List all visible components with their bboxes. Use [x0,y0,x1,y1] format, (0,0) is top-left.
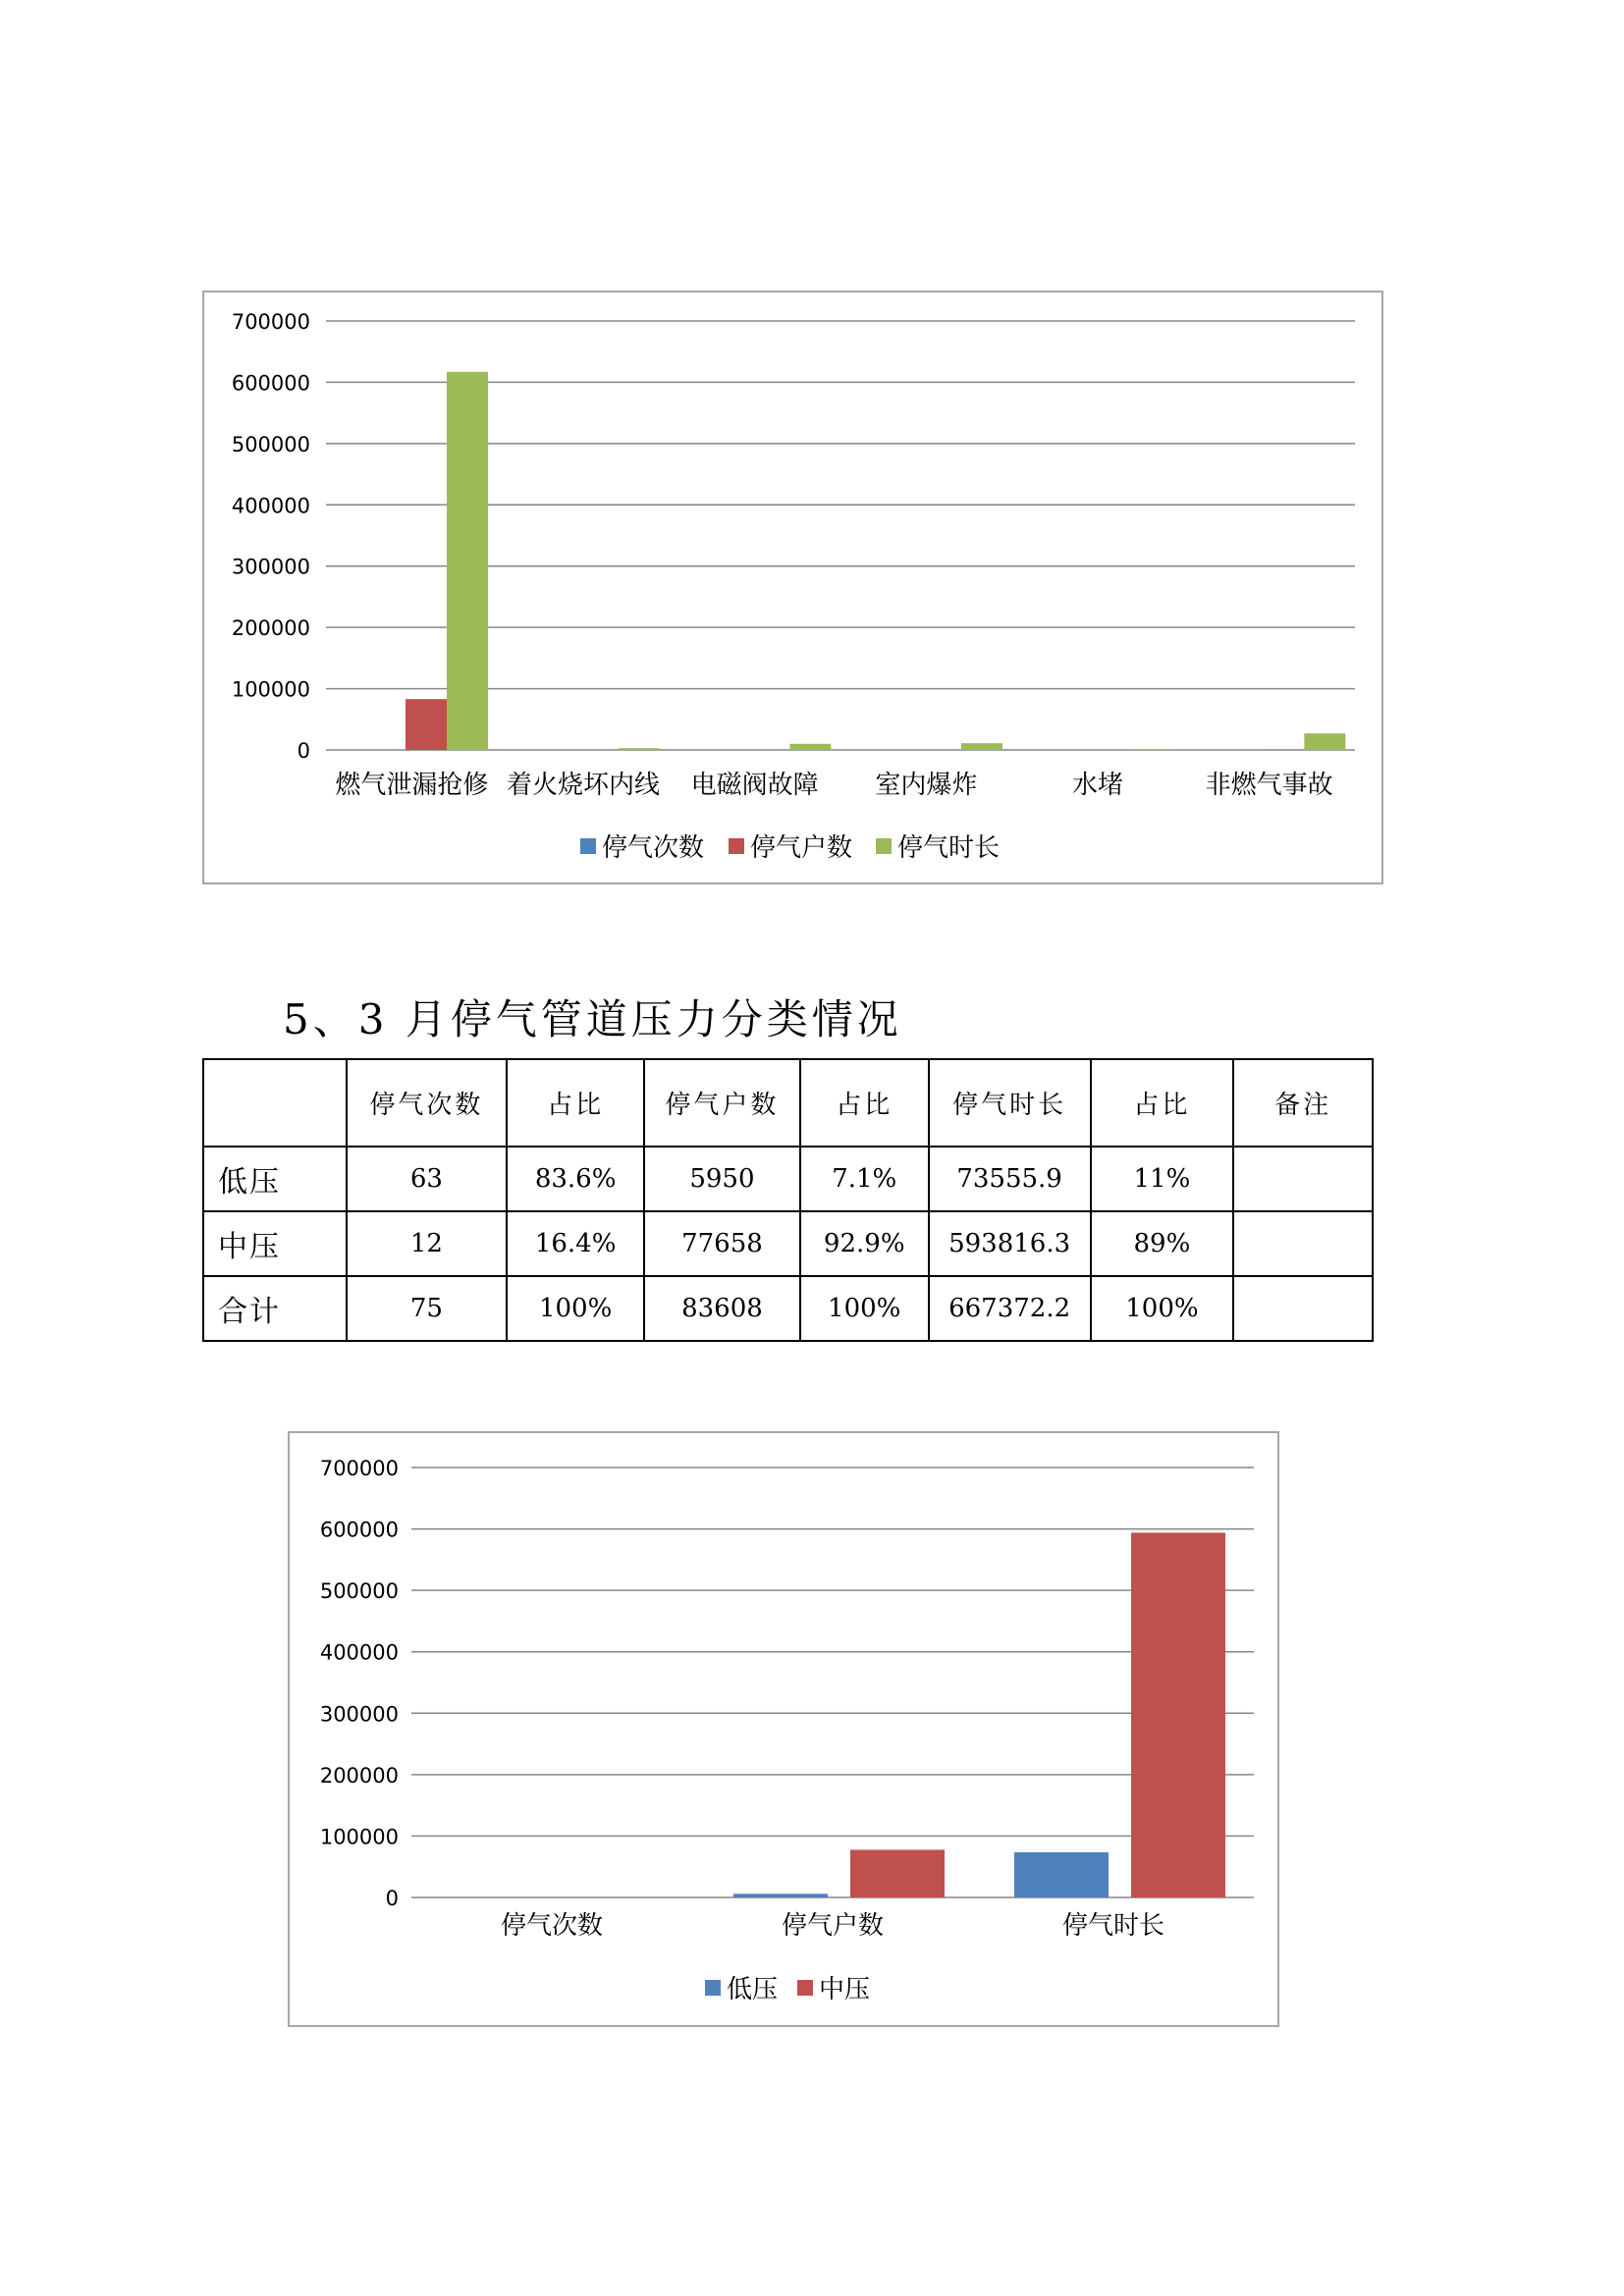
y-tick-label: 600000 [231,371,310,396]
table-header-cell: 停气次数 [347,1059,508,1147]
table-cell: 77658 [644,1211,800,1276]
section-title: 5、3 月停气管道压力分类情况 [283,995,902,1043]
table-cell: 63 [347,1147,508,1211]
table-header-cell: 占比 [800,1059,929,1147]
table-row [203,1276,1373,1341]
table-cell: 73555.9 [929,1147,1091,1211]
table-cell: 100% [507,1276,644,1341]
y-tick-label: 100000 [231,677,310,702]
legend-swatch [705,1980,721,1996]
table-header-cell: 备注 [1233,1059,1373,1147]
y-tick-label: 0 [385,1887,399,1910]
legend-swatch [580,838,596,854]
x-category-label: 停气户数 [781,1911,885,1941]
y-tick-label: 300000 [231,555,310,579]
legend-swatch [729,838,744,854]
table-cell: 11% [1091,1147,1234,1211]
y-tick-label: 400000 [319,1640,399,1665]
legend-label: 停气户数 [750,833,853,863]
table-cell: 83.6% [507,1147,644,1211]
table-header-row [203,1059,1373,1147]
table-cell: 593816.3 [929,1211,1091,1276]
pressure-classification-table [202,1058,1374,1342]
table-header-cell [203,1059,347,1147]
table-cell: 89% [1091,1211,1234,1276]
x-category-label: 停气次数 [500,1911,604,1941]
table-cell [1233,1147,1373,1211]
y-tick-label: 700000 [319,1457,399,1480]
bar [619,748,660,750]
table-cell: 7.1% [800,1147,929,1211]
table-header-cell: 停气时长 [929,1059,1091,1147]
chart-outage-by-pressure-svg [290,1433,1281,2029]
x-category-label: 停气时长 [1061,1911,1165,1941]
x-category-label: 室内爆炸 [875,771,978,800]
legend-label: 低压 [727,1975,779,2004]
bar [1131,1532,1225,1897]
y-tick-label: 500000 [319,1579,399,1604]
table-header-cell: 占比 [1091,1059,1234,1147]
y-tick-label: 100000 [319,1825,399,1849]
bar [789,744,831,750]
table-cell: 12 [347,1211,508,1276]
table-cell: 667372.2 [929,1276,1091,1341]
y-tick-label: 500000 [231,432,310,456]
chart-outage-by-cause-svg [204,293,1385,886]
table-header-cell: 占比 [507,1059,644,1147]
table-cell: 75 [347,1276,508,1341]
bar [406,699,447,750]
table-cell: 5950 [644,1147,800,1211]
y-tick-label: 200000 [319,1763,399,1788]
table-cell: 16.4% [507,1211,644,1276]
y-tick-label: 200000 [231,616,310,641]
x-category-label: 非燃气事故 [1205,771,1333,800]
bar [1014,1852,1109,1897]
y-tick-label: 700000 [231,310,310,334]
bar [850,1849,945,1897]
bar [733,1894,828,1897]
table-cell: 92.9% [800,1211,929,1276]
bar [961,743,1002,750]
table-cell: 100% [1091,1276,1234,1341]
y-tick-label: 0 [297,739,310,763]
x-category-label: 着火烧坏内线 [506,771,661,800]
table-row-label: 中压 [203,1211,347,1276]
legend-label: 中压 [819,1975,871,2004]
y-tick-label: 600000 [319,1518,399,1542]
bar [447,372,488,750]
legend-label: 停气时长 [897,833,1001,863]
chart-outage-by-cause [202,291,1383,884]
chart-outage-by-pressure [288,1431,1279,2027]
table-cell: 100% [800,1276,929,1341]
table-row-label: 合计 [203,1276,347,1341]
bar [1304,733,1345,750]
legend-swatch [876,838,892,854]
table-header-cell: 停气户数 [644,1059,800,1147]
y-tick-label: 300000 [319,1702,399,1727]
x-category-label: 电磁阀故障 [690,771,819,800]
legend-label: 停气次数 [602,833,705,863]
y-tick-label: 400000 [231,494,310,518]
x-category-label: 燃气泄漏抢修 [335,771,489,800]
x-category-label: 水堵 [1071,771,1124,800]
legend-swatch [797,1980,813,1996]
table-row [203,1147,1373,1211]
table-cell: 83608 [644,1276,800,1341]
table-cell [1233,1276,1373,1341]
table-row-label: 低压 [203,1147,347,1211]
table-cell [1233,1211,1373,1276]
table-row [203,1211,1373,1276]
